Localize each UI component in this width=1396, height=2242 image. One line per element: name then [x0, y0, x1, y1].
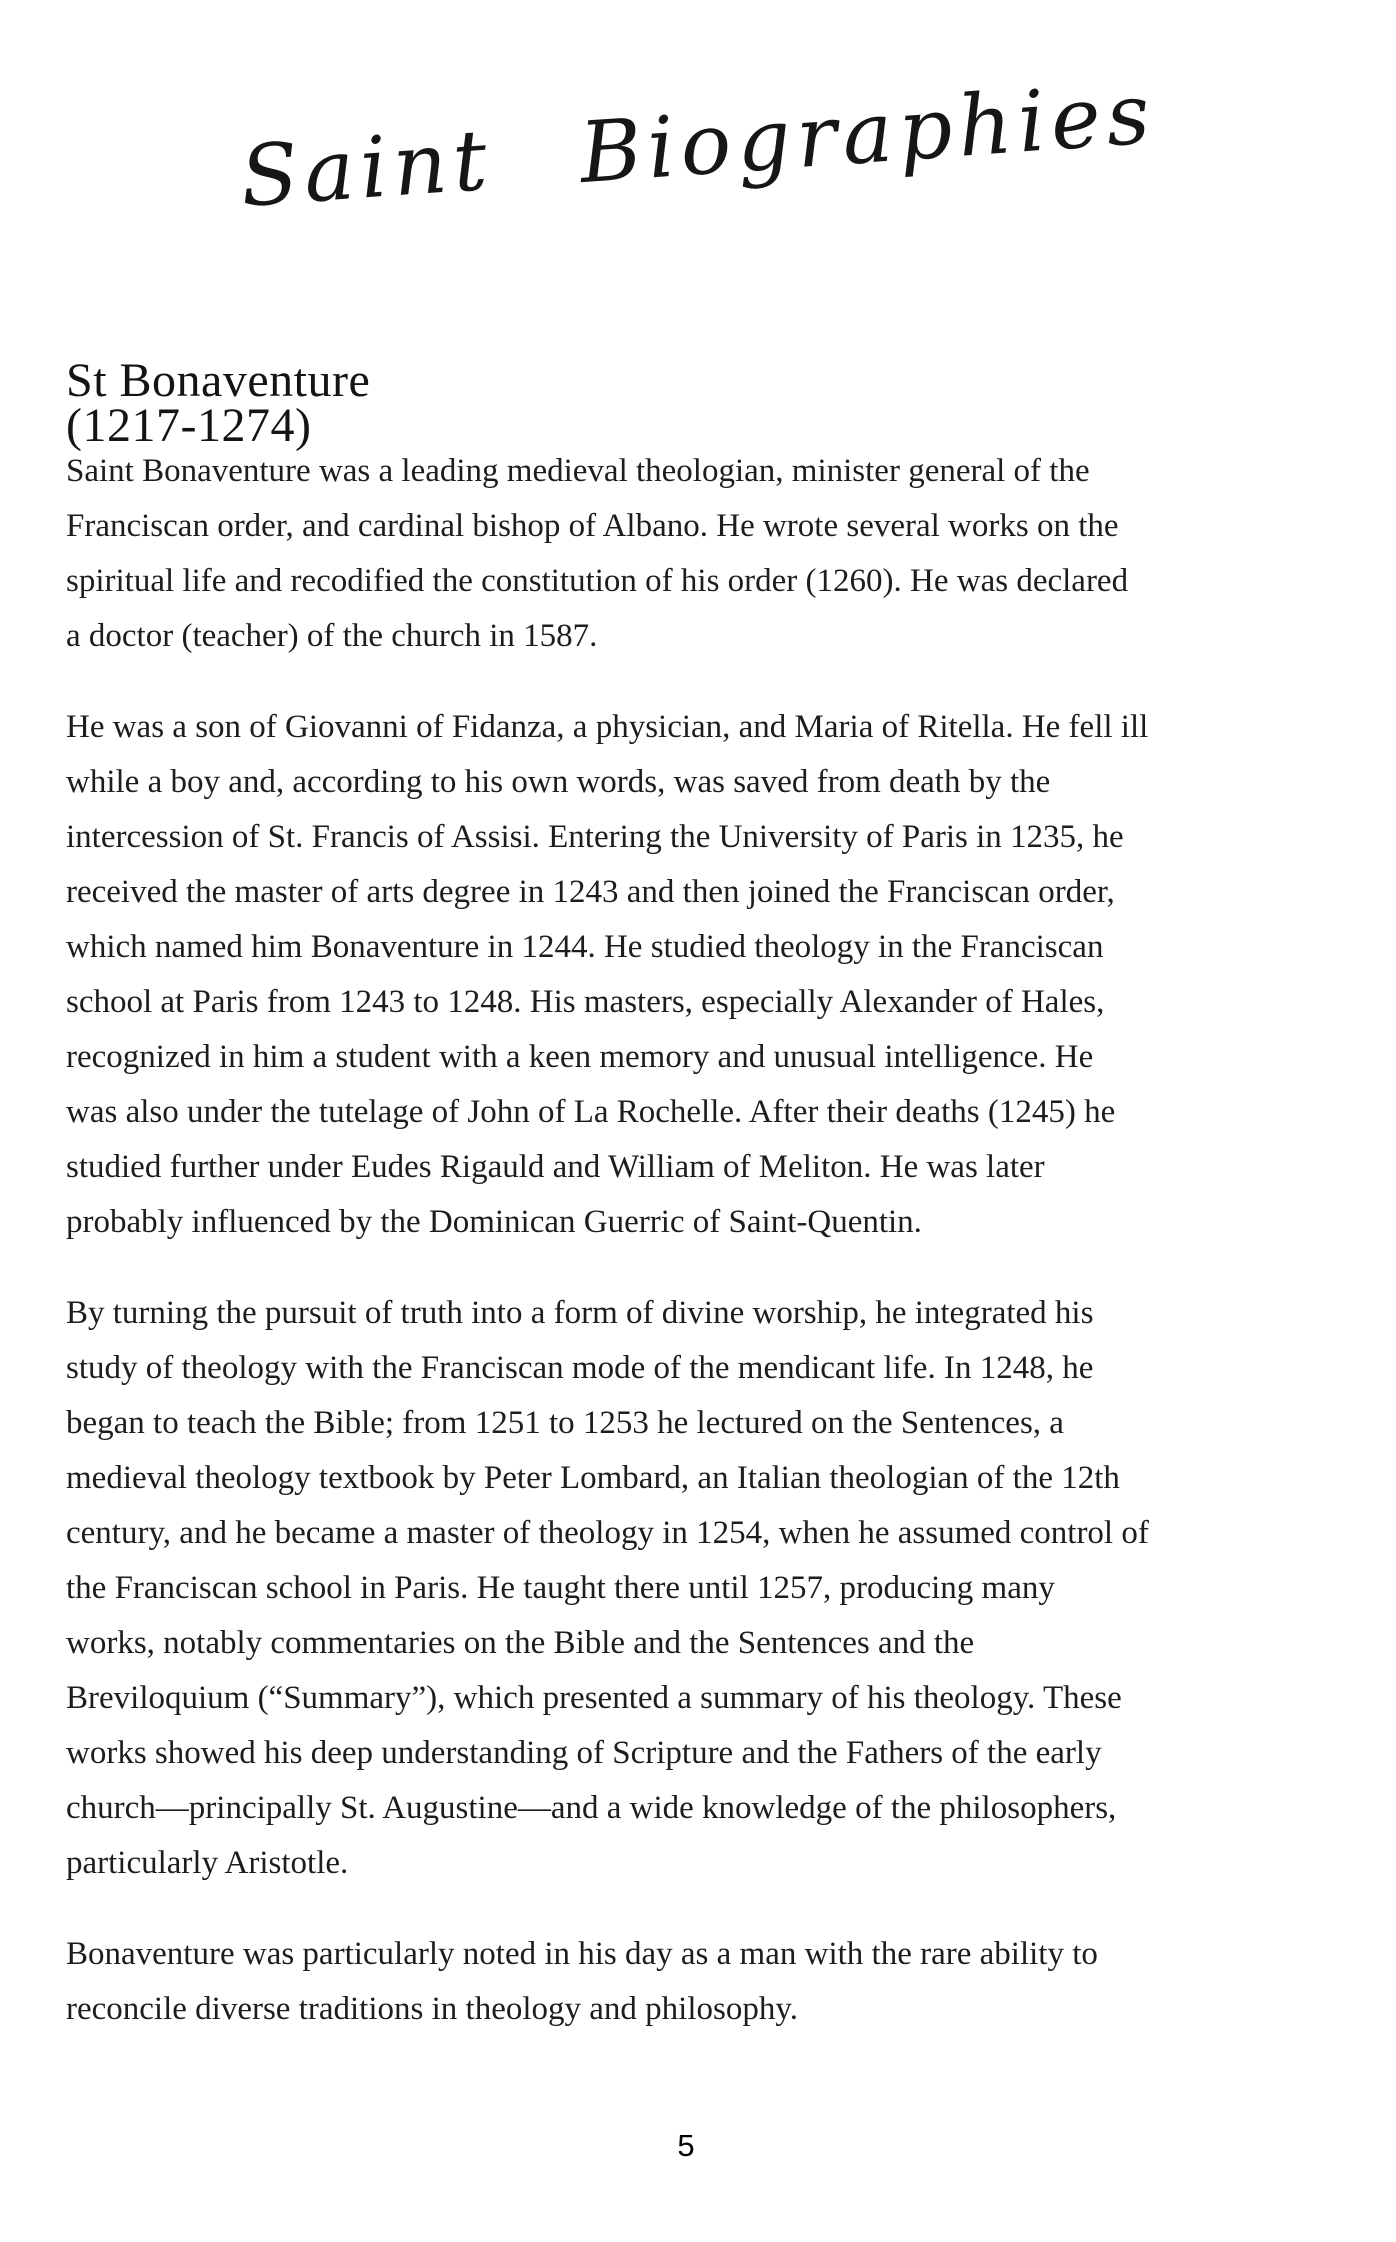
- text-line: began to teach the Bible; from 1251 to 1253 he lectured on the Sentences, a: [66, 1405, 1064, 1441]
- text-line: received the master of arts degree in 1243 and then joined the Franciscan order,: [66, 874, 1115, 910]
- paragraph: [66, 444, 1346, 664]
- biography-text: [66, 444, 1346, 2073]
- text-line: intercession of St. Francis of Assisi. Entering the University of Paris in 1235, he: [66, 819, 1124, 855]
- text-line: was also under the tutelage of John of La Rochelle. After their deaths (1245) he: [66, 1094, 1116, 1130]
- text-line: recognized in him a student with a keen memory and unusual intelligence. He: [66, 1039, 1094, 1075]
- paragraph: [66, 1927, 1346, 2037]
- page-title: [66, 354, 371, 453]
- text-line: reconcile diverse traditions in theology and philosophy.: [66, 1991, 798, 2027]
- text-line: particularly Aristotle.: [66, 1845, 349, 1881]
- saint-biographies-script-logo: Saint Biographies: [237, 64, 1159, 226]
- text-line: By turning the pursuit of truth into a form of divine worship, he integrated his: [66, 1295, 1094, 1331]
- text-line: which named him Bonaventure in 1244. He studied theology in the Franciscan: [66, 929, 1104, 965]
- text-line: medieval theology textbook by Peter Lombard, an Italian theologian of the 12th: [66, 1460, 1120, 1496]
- text-line: century, and he became a master of theology in 1254, when he assumed control of: [66, 1515, 1149, 1551]
- text-line: probably influenced by the Dominican Guerric of Saint-Quentin.: [66, 1204, 922, 1240]
- text-line: study of theology with the Franciscan mode of the mendicant life. In 1248, he: [66, 1350, 1094, 1386]
- text-line: while a boy and, according to his own words, was saved from death by the: [66, 764, 1051, 800]
- text-line: He was a son of Giovanni of Fidanza, a physician, and Maria of Ritella. He fell ill: [66, 709, 1149, 745]
- page-number: 5: [677, 2128, 695, 2163]
- page-title-name: St Bonaventure: [66, 354, 371, 408]
- text-line: Breviloquium (“Summary”), which presented a summary of his theology. These: [66, 1680, 1122, 1716]
- text-line: a doctor (teacher) of the church in 1587.: [66, 618, 598, 654]
- page-title-dates: (1217-1274): [66, 399, 312, 453]
- paragraph: [66, 1286, 1346, 1891]
- text-line: church—principally St. Augustine—and a wide knowledge of the philosophers,: [66, 1790, 1117, 1826]
- paragraph: [66, 700, 1346, 1250]
- text-line: spiritual life and recodified the constitution of his order (1260). He was declared: [66, 563, 1129, 599]
- text-line: Franciscan order, and cardinal bishop of Albano. He wrote several works on the: [66, 508, 1119, 544]
- text-line: studied further under Eudes Rigauld and William of Meliton. He was later: [66, 1149, 1045, 1185]
- text-line: Saint Bonaventure was a leading medieval theologian, minister general of the: [66, 453, 1090, 489]
- text-line: Bonaventure was particularly noted in his day as a man with the rare ability to: [66, 1936, 1098, 1972]
- text-line: works, notably commentaries on the Bible and the Sentences and the: [66, 1625, 975, 1661]
- text-line: works showed his deep understanding of Scripture and the Fathers of the early: [66, 1735, 1102, 1771]
- text-line: the Franciscan school in Paris. He taught there until 1257, producing many: [66, 1570, 1055, 1606]
- text-line: school at Paris from 1243 to 1248. His masters, especially Alexander of Hales,: [66, 984, 1105, 1020]
